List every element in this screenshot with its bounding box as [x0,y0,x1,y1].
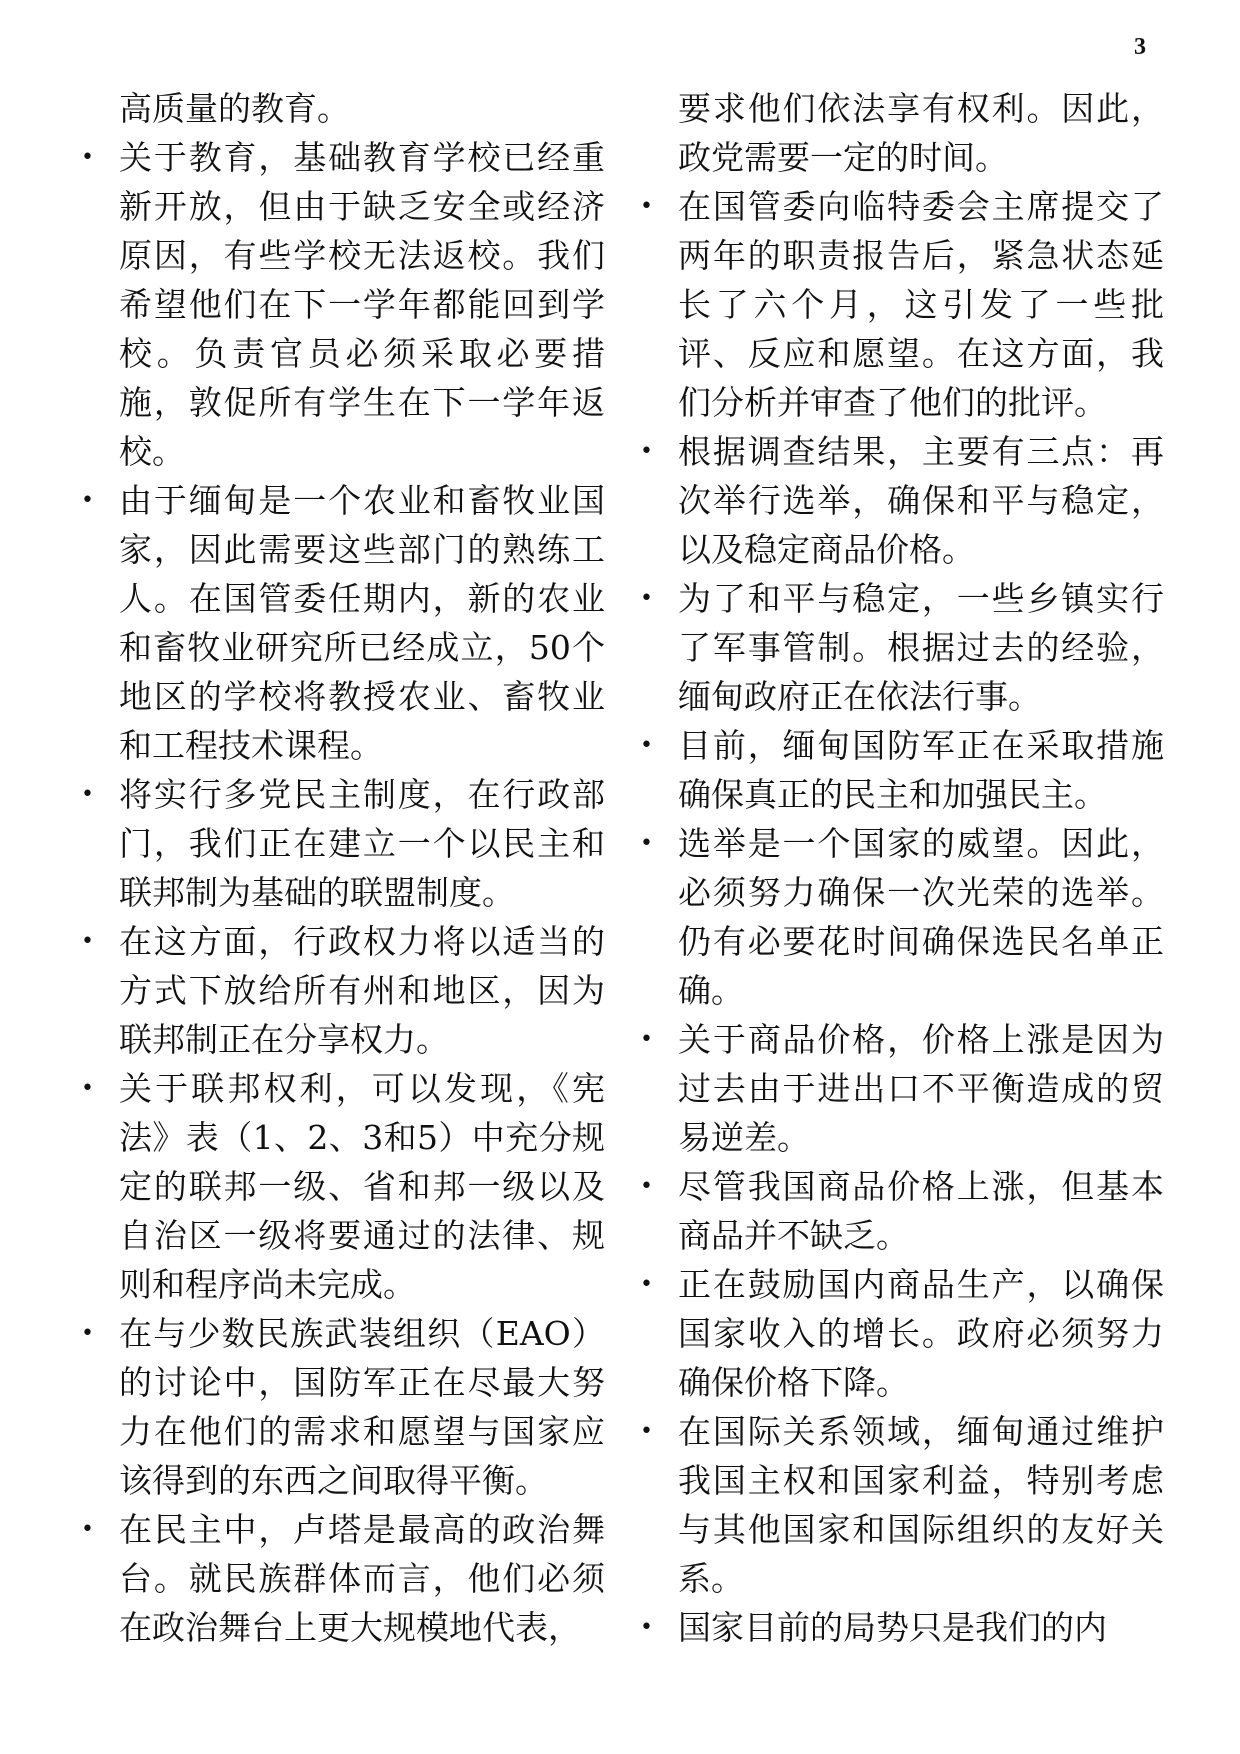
bullet-paragraph: • 将实行多党民主制度，在行政部门，我们正在建立一个以民主和联邦制为基础的联盟制度。 [119,770,605,917]
bullet-paragraph: • 由于缅甸是一个农业和畜牧业国家，因此需要这些部门的熟练工人。在国管委任期内，新的农业和畜牧业研究所已经成立，50个地区的学校将教授农业、畜牧业和工程技术课程。 [119,476,605,770]
paragraph-continuation: 要求他们依法享有权利。因此，政党需要一定的时间。 [678,89,1164,177]
page-number: 3 [1134,34,1146,60]
bullet-paragraph: • 根据调查结果，主要有三点：再次举行选举，确保和平与稳定，以及稳定商品价格。 [678,427,1164,574]
left-column [119,84,605,1652]
bullet-paragraph: • 国家目前的局势只是我们的内 [678,1603,1164,1652]
bullet-paragraph: • 在这方面，行政权力将以适当的方式下放给所有州和地区，因为联邦制正在分享权力。 [119,917,605,1064]
bullet-paragraph: • 为了和平与稳定，一些乡镇实行了军事管制。根据过去的经验，缅甸政府正在依法行事。 [678,574,1164,721]
bullet-paragraph: • 在民主中，卢塔是最高的政治舞台。就民族群体而言，他们必须在政治舞台上更大规模地代表， [119,1505,605,1652]
bullet-paragraph: • 关于联邦权利，可以发现，《宪法》表（1、2、3和5）中充分规定的联邦一级、省和邦一级以及自治区一级将要通过的法律、规则和程序尚未完成。 [119,1064,605,1309]
bullet-paragraph: • 在国管委向临特委会主席提交了两年的职责报告后，紧急状态延长了六个月，这引发了一些批评、反应和愿望。在这方面，我们分析并审查了他们的批评。 [678,182,1164,427]
bullet-paragraph: • 正在鼓励国内商品生产，以确保国家收入的增长。政府必须努力确保价格下降。 [678,1260,1164,1407]
paragraph-continuation: 高质量的教育。 [119,89,350,128]
bullet-paragraph: • 在与少数民族武装组织（EAO）的讨论中，国防军正在尽最大努力在他们的需求和愿望与国家应该得到的东西之间取得平衡。 [119,1309,605,1505]
bullet-paragraph: • 尽管我国商品价格上涨，但基本商品并不缺乏。 [678,1162,1164,1260]
bullet-paragraph: • 关于教育，基础教育学校已经重新开放，但由于缺乏安全或经济原因，有些学校无法返校。我们希望他们在下一学年都能回到学校。负责官员必须采取必要措施，敦促所有学生在下一学年返校。 [119,133,605,476]
bullet-paragraph: • 关于商品价格，价格上涨是因为过去由于进出口不平衡造成的贸易逆差。 [678,1015,1164,1162]
bullet-paragraph: • 在国际关系领域，缅甸通过维护我国主权和国家利益，特别考虑与其他国家和国际组织的友好关系。 [678,1407,1164,1603]
bullet-paragraph: • 选举是一个国家的威望。因此，必须努力确保一次光荣的选举。仍有必要花时间确保选民名单正确。 [678,819,1164,1015]
right-column [678,84,1164,1652]
bullet-paragraph: • 目前，缅甸国防军正在采取措施确保真正的民主和加强民主。 [678,721,1164,819]
